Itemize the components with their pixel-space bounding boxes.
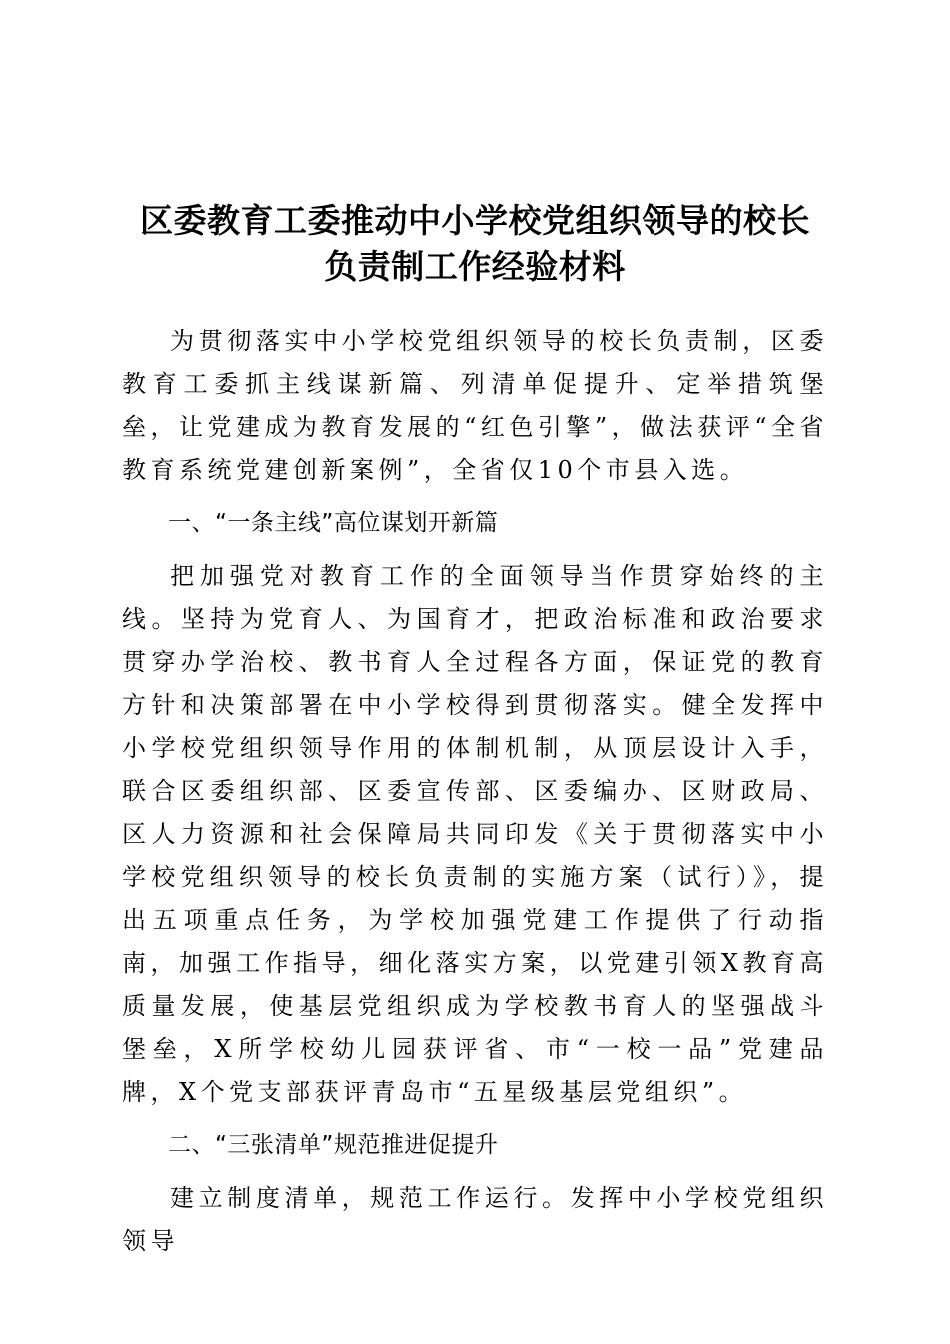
section-2-heading: 二、“三张清单”规范推进促提升 — [168, 1132, 499, 1158]
intro-paragraph: 为贯彻落实中小学校党组织领导的校长负责制，区委教育工委抓主线谋新篇、列清单促提升、定举措筑堡垒，让党建成为教育发展的“红色引擎”，做法获评“全省教育系统党建创新案例”，全省仅10个市县入选。 — [122, 327, 828, 484]
section-1-heading: 一、“一条主线”高位谋划开新篇 — [168, 510, 499, 536]
section-1-paragraph: 把加强党对教育工作的全面领导当作贯穿始终的主线。坚持为党育人、为国育才，把政治标准和政治要求贯穿办学治校、教书育人全过程各方面，保证党的教育方针和决策部署在中小学校得到贯彻落实。健全发挥中小学校党组织领导作用的体制机制，从顶层设计入手，联合区委组织部、区委宣传部、区委编办、区财政局、区人力资源和社会保障局共同印发《关于贯彻落实中小学校党组织领导的校长负责制的实施方案（试行）》，提出五项重点任务，为学校加强党建工作提供了行动指南，加强工作指导，细化落实方案，以党建引领X教育高质量发展，使基层党组织成为学校教书育人的坚强战斗堡垒，X所学校幼儿园获评省、市“一校一品”党建品牌，X个党支部获评青岛市“五星级基层党组织”。 — [122, 562, 828, 1106]
title-line-1: 区委教育工委推动中小学校党组织领导的校长 — [140, 201, 810, 241]
document-body — [122, 320, 828, 1263]
title-line-2: 负责制工作经验材料 — [324, 247, 626, 287]
section-2-paragraph: 建立制度清单，规范工作运行。发挥中小学校党组织领导 — [122, 1184, 828, 1255]
document-title — [100, 198, 850, 290]
